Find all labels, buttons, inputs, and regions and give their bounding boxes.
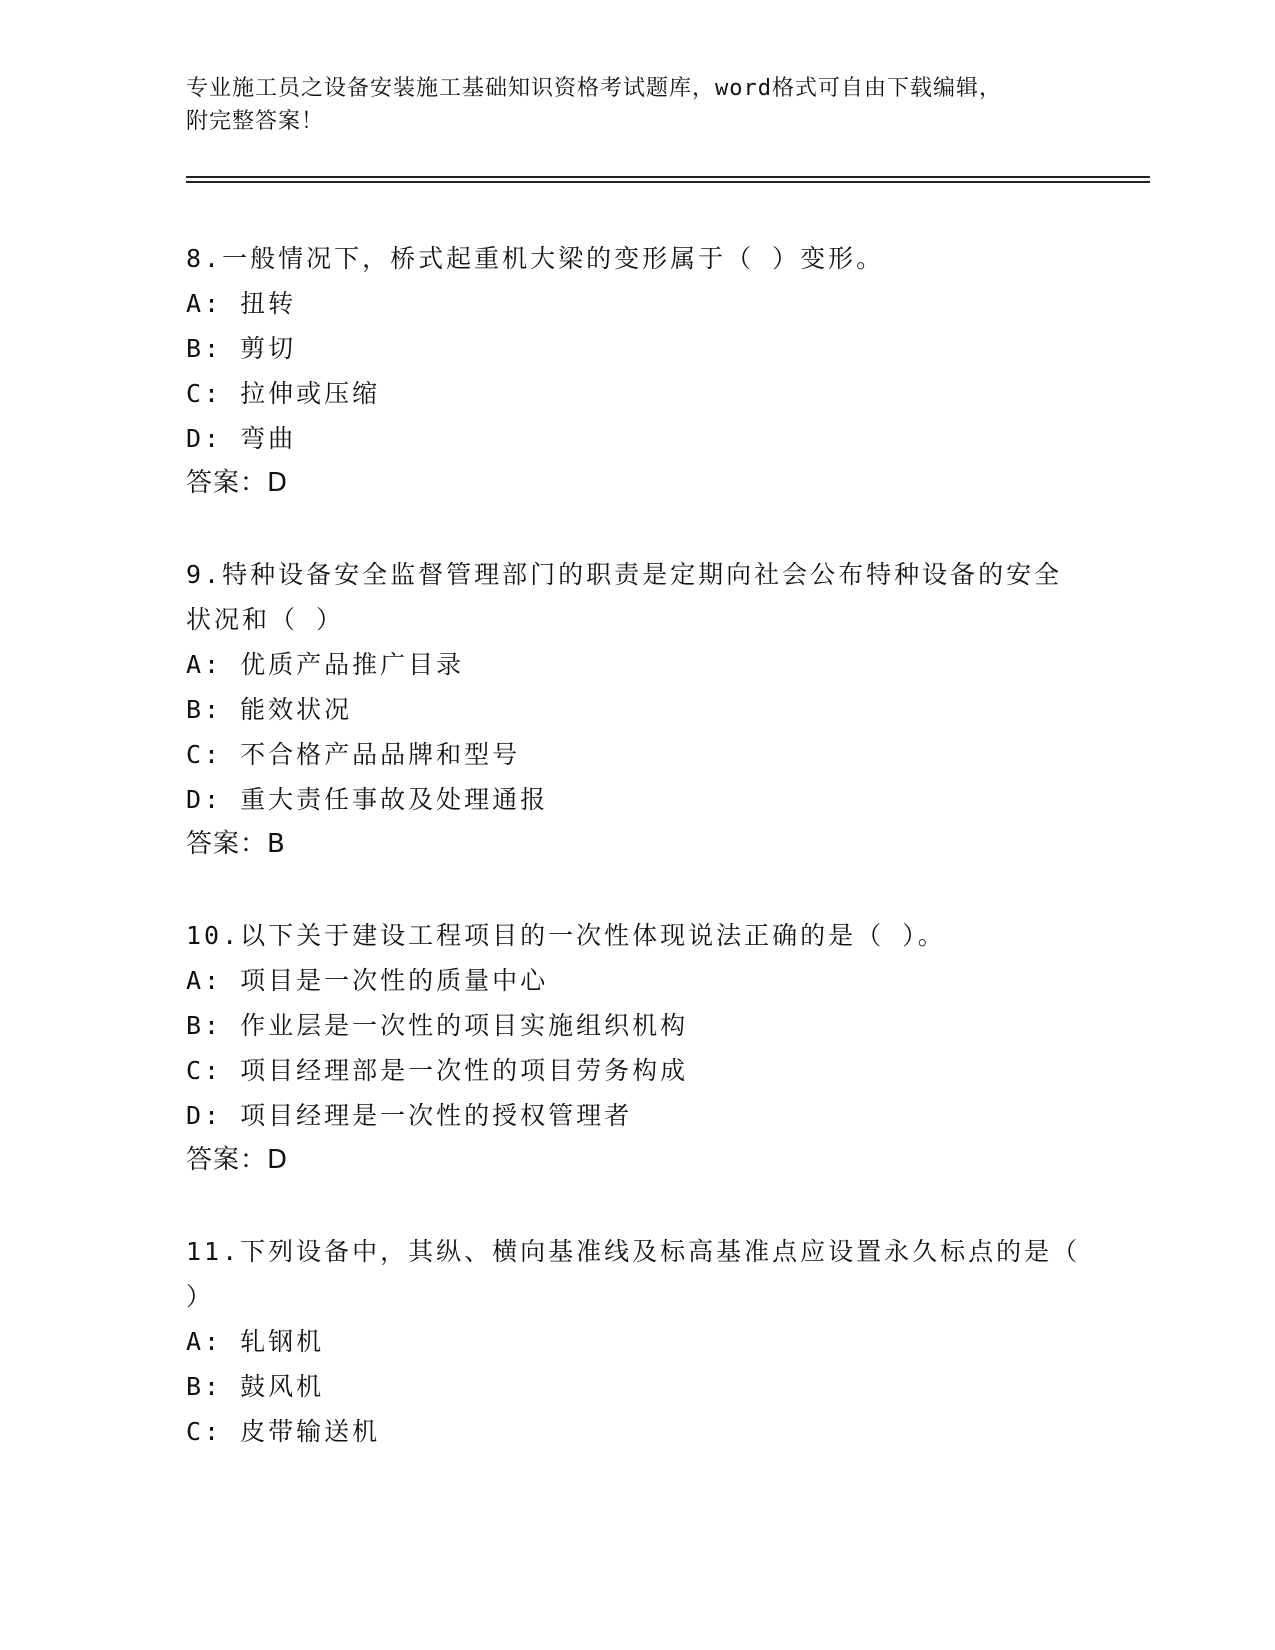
question-text: 9.特种设备安全监督管理部门的职责是定期向社会公布特种设备的安全状况和（ ） [186, 560, 1063, 634]
option-b: B: 剪切 [186, 334, 297, 363]
option-b: B: 鼓风机 [186, 1372, 325, 1401]
question-9 [186, 552, 1086, 867]
option-a: A: 扭转 [186, 289, 297, 318]
answer-line: 答案：D [186, 1145, 289, 1175]
option-a: A: 轧钢机 [186, 1327, 325, 1356]
answer-line: 答案：B [186, 829, 286, 859]
option-b: B: 作业层是一次性的项目实施组织机构 [186, 1011, 689, 1040]
option-c: C: 皮带输送机 [186, 1417, 381, 1446]
option-c: C: 项目经理部是一次性的项目劳务构成 [186, 1056, 689, 1085]
answer-line: 答案：D [186, 468, 289, 498]
question-10 [186, 913, 1086, 1183]
question-text: 10.以下关于建设工程项目的一次性体现说法正确的是（ ）。 [186, 921, 946, 950]
option-d: D: 重大责任事故及处理通报 [186, 785, 549, 814]
option-a: A: 项目是一次性的质量中心 [186, 966, 549, 995]
header-line-2: 附完整答案！ [186, 109, 325, 134]
question-list [186, 236, 1099, 1500]
question-text: 11.下列设备中，其纵、横向基准线及标高基准点应设置永久标点的是（ ） [186, 1237, 1099, 1311]
document-header [186, 72, 1106, 138]
header-line-1: 专业施工员之设备安装施工基础知识资格考试题库，word格式可自由下载编辑， [186, 76, 1002, 101]
question-8 [186, 236, 1086, 506]
question-11 [186, 1229, 1099, 1454]
option-d: D: 弯曲 [186, 424, 297, 453]
option-d: D: 项目经理是一次性的授权管理者 [186, 1101, 633, 1130]
header-divider-bottom [186, 181, 1150, 183]
header-divider-top [186, 176, 1150, 178]
question-text: 8.一般情况下，桥式起重机大梁的变形属于（ ）变形。 [186, 244, 885, 273]
option-c: C: 不合格产品品牌和型号 [186, 740, 521, 769]
option-a: A: 优质产品推广目录 [186, 650, 465, 679]
option-c: C: 拉伸或压缩 [186, 379, 381, 408]
option-b: B: 能效状况 [186, 695, 353, 724]
